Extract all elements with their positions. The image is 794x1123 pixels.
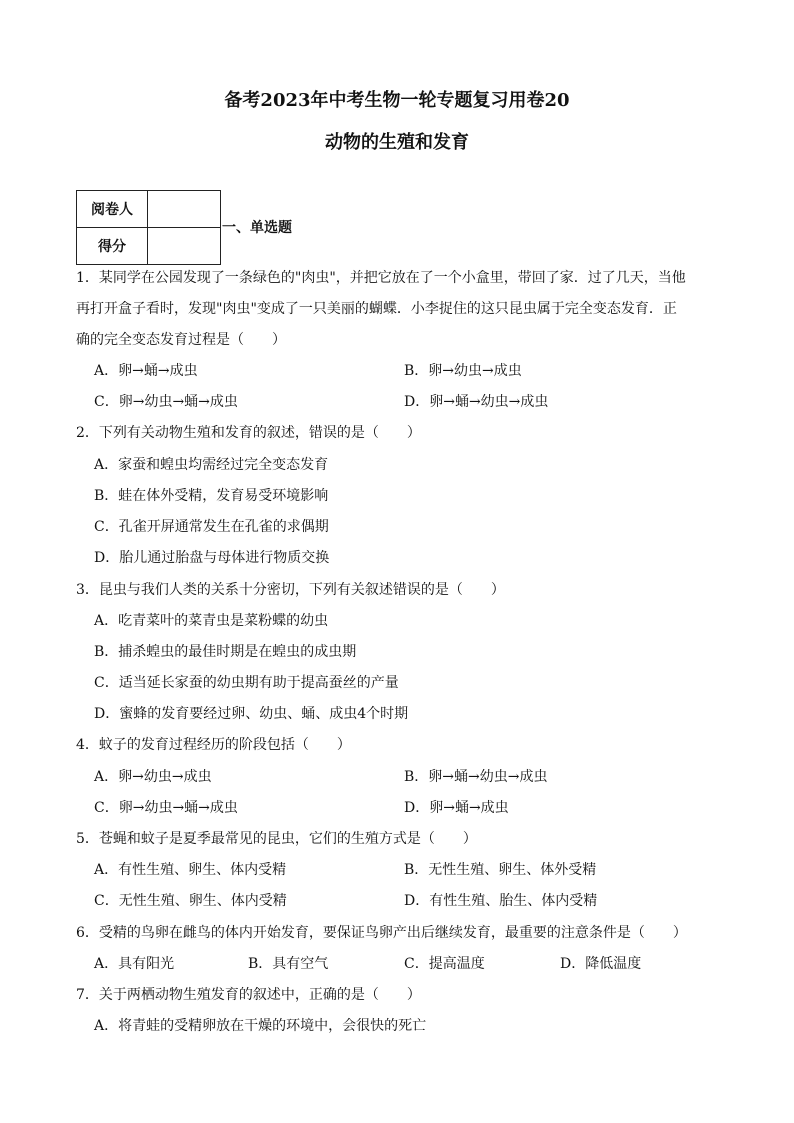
score-label: 得分 bbox=[77, 228, 148, 265]
question-2-option-c[interactable]: C．孔雀开屏通常发生在孔雀的求偶期 bbox=[94, 519, 329, 535]
question-5-option-a[interactable]: A．有性生殖、卵生、体内受精 bbox=[94, 862, 287, 878]
exam-title: 备考2023年中考生物一轮专题复习用卷20 bbox=[224, 90, 570, 111]
question-1-line-2: 再打开盒子看时，发现"肉虫"变成了一只美丽的蝴蝶．小李捉住的这只昆虫属于完全变态发育．正 bbox=[76, 301, 677, 317]
score-cell bbox=[148, 228, 221, 265]
question-1-line-3: 确的完全变态发育过程是（ ） bbox=[76, 332, 286, 348]
question-7-stem: 7．关于两栖动物生殖发育的叙述中，正确的是（ ） bbox=[76, 987, 421, 1003]
question-2-option-d[interactable]: D．胎儿通过胎盘与母体进行物质交换 bbox=[94, 550, 330, 566]
question-4-option-a[interactable]: A．卵→幼虫→成虫 bbox=[94, 769, 212, 785]
reviewer-label: 阅卷人 bbox=[77, 191, 148, 228]
question-3-option-d[interactable]: D．蜜蜂的发育要经过卵、幼虫、蛹、成虫4个时期 bbox=[94, 706, 409, 722]
question-7-option-a[interactable]: A．将青蛙的受精卵放在干燥的环境中，会很快的死亡 bbox=[94, 1018, 427, 1034]
question-6-option-b[interactable]: B．具有空气 bbox=[248, 956, 329, 972]
question-6-option-d[interactable]: D．降低温度 bbox=[560, 956, 642, 972]
question-1-option-d[interactable]: D．卵→蛹→幼虫→成虫 bbox=[404, 394, 549, 410]
question-6-stem: 6．受精的鸟卵在雌鸟的体内开始发育，要保证鸟卵产出后继续发育，最重要的注意条件是（ ） bbox=[76, 925, 687, 941]
question-3-option-a[interactable]: A．吃青菜叶的菜青虫是菜粉蝶的幼虫 bbox=[94, 613, 329, 629]
question-1-option-b[interactable]: B．卵→幼虫→成虫 bbox=[404, 363, 522, 379]
question-6-option-c[interactable]: C．提高温度 bbox=[404, 956, 485, 972]
question-5-option-c[interactable]: C．无性生殖、卵生、体内受精 bbox=[94, 893, 287, 909]
question-1-line-1: 1．某同学在公园发现了一条绿色的"肉虫"，并把它放在了一个小盒里，带回了家．过了几天，当他 bbox=[76, 270, 686, 286]
score-table bbox=[76, 190, 221, 265]
question-4-option-c[interactable]: C．卵→幼虫→蛹→成虫 bbox=[94, 800, 238, 816]
section-heading: 一、单选题 bbox=[222, 220, 292, 236]
question-5-stem: 5．苍蝇和蚊子是夏季最常见的昆虫，它们的生殖方式是（ ） bbox=[76, 831, 477, 847]
reviewer-cell bbox=[148, 191, 221, 228]
question-6-option-a[interactable]: A．具有阳光 bbox=[94, 956, 175, 972]
question-3-option-c[interactable]: C．适当延长家蚕的幼虫期有助于提高蚕丝的产量 bbox=[94, 675, 399, 691]
question-4-option-b[interactable]: B．卵→蛹→幼虫→成虫 bbox=[404, 769, 548, 785]
question-2-option-b[interactable]: B．蛙在体外受精，发育易受环境影响 bbox=[94, 488, 329, 504]
question-3-option-b[interactable]: B．捕杀蝗虫的最佳时期是在蝗虫的成虫期 bbox=[94, 644, 357, 660]
question-1-option-c[interactable]: C．卵→幼虫→蛹→成虫 bbox=[94, 394, 238, 410]
question-4-stem: 4．蚊子的发育过程经历的阶段包括（ ） bbox=[76, 737, 351, 753]
question-3-stem: 3．昆虫与我们人类的关系十分密切，下列有关叙述错误的是（ ） bbox=[76, 582, 505, 598]
question-1-option-a[interactable]: A．卵→蛹→成虫 bbox=[94, 363, 198, 379]
question-2-stem: 2．下列有关动物生殖和发育的叙述，错误的是（ ） bbox=[76, 425, 421, 441]
question-2-option-a[interactable]: A．家蚕和蝗虫均需经过完全变态发育 bbox=[94, 457, 329, 473]
question-4-option-d[interactable]: D．卵→蛹→成虫 bbox=[404, 800, 509, 816]
exam-subtitle: 动物的生殖和发育 bbox=[325, 132, 469, 153]
question-5-option-b[interactable]: B．无性生殖、卵生、体外受精 bbox=[404, 862, 597, 878]
question-5-option-d[interactable]: D．有性生殖、胎生、体内受精 bbox=[404, 893, 598, 909]
